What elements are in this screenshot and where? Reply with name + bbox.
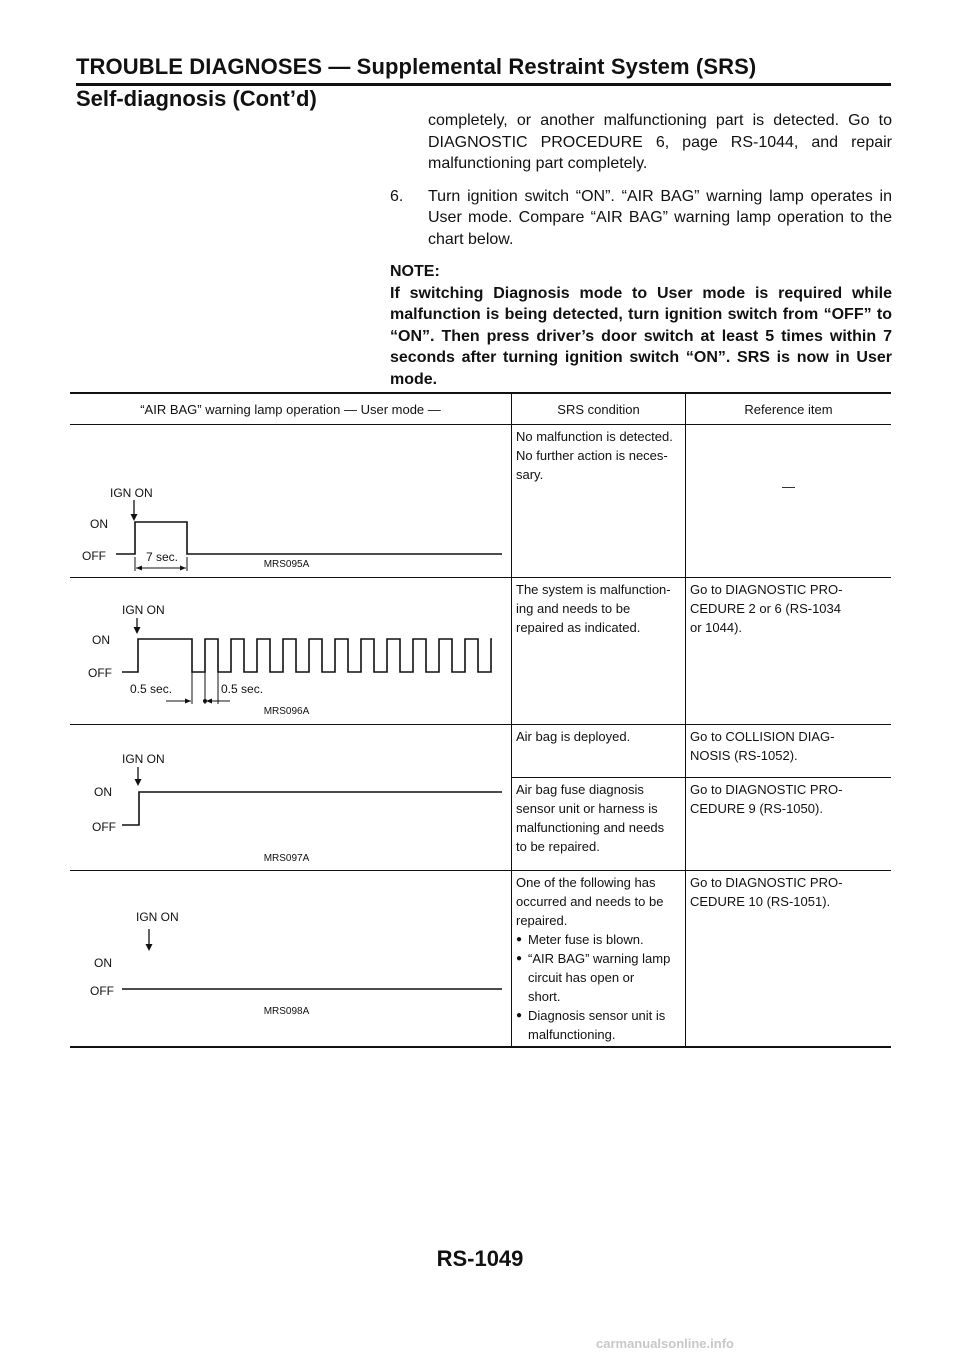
- signal-label-on: ON: [90, 517, 108, 531]
- signal-diagram: [70, 725, 503, 870]
- signal-label-off: OFF: [82, 549, 106, 563]
- signal-label-off: OFF: [92, 820, 116, 834]
- note-text: If switching Diagnosis mode to User mode is required while malfunction is being detected, turn ignition switch from “OFF” to “ON”. Then press driver’s door switch at least 5 times within 7 seconds after turning ignition switch “ON”. SRS is now in User mode.: [390, 284, 892, 388]
- srs-condition: Air bag is deployed.: [512, 725, 686, 778]
- srs-condition: [512, 871, 686, 1048]
- step-6: [390, 186, 892, 251]
- figure-cell: [70, 871, 512, 1048]
- figure-mrs098a: [70, 871, 503, 1045]
- signal-label-ign-on: IGN ON: [122, 603, 165, 617]
- warning-lamp-table: [70, 392, 891, 1048]
- reference-item: Go to DIAGNOSTIC PRO- CEDURE 9 (RS-1050).: [686, 778, 892, 871]
- signal-label-ign-on: IGN ON: [110, 486, 153, 500]
- header-lamp-operation: “AIR BAG” warning lamp operation — User mode —: [70, 393, 512, 425]
- signal-label-on: ON: [94, 956, 112, 970]
- signal-label-ign-on: IGN ON: [136, 910, 179, 924]
- figure-mrs095a: [70, 425, 503, 577]
- continued-paragraph: completely, or another malfunctioning part is detected. Go to DIAGNOSTIC PROCEDURE 6, page RS-1044, and repair malfunctioning part completely.: [428, 112, 892, 172]
- condition-intro: One of the following has occurred and needs to be repaired.: [516, 875, 664, 928]
- figure-cell: [70, 725, 512, 871]
- srs-condition: No malfunction is detected. No further action is neces- sary.: [512, 425, 686, 578]
- table-row: [70, 725, 891, 778]
- dim-dot: [203, 699, 207, 703]
- signal-label-ign-on: IGN ON: [122, 752, 165, 766]
- section-subtitle: Self-diagnosis (Cont’d): [76, 86, 317, 111]
- signal-diagram: [70, 578, 503, 724]
- table-row: [70, 425, 891, 578]
- signal-diagram: [70, 425, 503, 577]
- srs-condition: The system is malfunction- ing and needs to be repaired as indicated.: [512, 578, 686, 725]
- arrow-head-icon: [134, 627, 141, 634]
- table-header-row: [70, 393, 891, 425]
- reference-item: Go to DIAGNOSTIC PRO- CEDURE 2 or 6 (RS-1034 or 1044).: [686, 578, 892, 725]
- reference-item: —: [686, 425, 892, 578]
- arrow-head-icon: [146, 944, 153, 951]
- signal-label-half-sec: 0.5 sec.: [221, 682, 264, 696]
- figure-id: MRS096A: [263, 706, 310, 717]
- table-row: [70, 871, 891, 1048]
- note-heading: NOTE:: [390, 263, 440, 280]
- section-title: TROUBLE DIAGNOSES — Supplemental Restraint System (SRS): [76, 54, 757, 79]
- condition-list: [516, 930, 681, 1044]
- step-number: 6.: [390, 187, 404, 205]
- list-item: ● “AIR BAG” warning lamp circuit has open or short.: [516, 949, 681, 1006]
- page-number: RS-1049: [436, 1246, 524, 1271]
- step-text: Turn ignition switch “ON”. “AIR BAG” warning lamp operates in User mode. Compare “AIR BAG” warning lamp operation to the chart below.: [428, 187, 892, 248]
- arrow-head-icon: [135, 779, 142, 786]
- signal-label-off: OFF: [88, 666, 112, 680]
- figure-id: MRS098A: [263, 1006, 310, 1017]
- signal-diagram: [70, 871, 503, 1045]
- body-text: [390, 110, 892, 390]
- signal-waveform: [122, 639, 492, 672]
- list-item: ● Meter fuse is blown.: [516, 930, 681, 949]
- arrow-head-icon: [131, 514, 138, 521]
- signal-waveform: [122, 792, 502, 825]
- figure-id: MRS097A: [263, 853, 310, 864]
- signal-label-seven-sec: 7 sec.: [146, 550, 179, 564]
- reference-item: Go to COLLISION DIAG- NOSIS (RS-1052).: [686, 725, 892, 778]
- dim-arrow-icon: [185, 699, 191, 704]
- srs-condition: Air bag fuse diagnosis sensor unit or harness is malfunctioning and needs to be repaired.: [512, 778, 686, 871]
- signal-label-on: ON: [92, 633, 110, 647]
- figure-cell: [70, 578, 512, 725]
- figure-mrs097a: [70, 725, 503, 870]
- signal-label-on: ON: [94, 785, 112, 799]
- figure-id: MRS095A: [263, 559, 310, 570]
- figure-cell: [70, 425, 512, 578]
- table-row: [70, 578, 891, 725]
- signal-label-half-sec: 0.5 sec.: [130, 682, 173, 696]
- list-item: ● Diagnosis sensor unit is malfunctioning.: [516, 1006, 681, 1044]
- header-srs-condition: SRS condition: [512, 393, 686, 425]
- figure-mrs096a: [70, 578, 503, 724]
- signal-label-off: OFF: [90, 984, 114, 998]
- watermark: carmanualsonline.info: [596, 1336, 734, 1351]
- header-reference-item: Reference item: [686, 393, 892, 425]
- reference-item: Go to DIAGNOSTIC PRO- CEDURE 10 (RS-1051).: [686, 871, 892, 1048]
